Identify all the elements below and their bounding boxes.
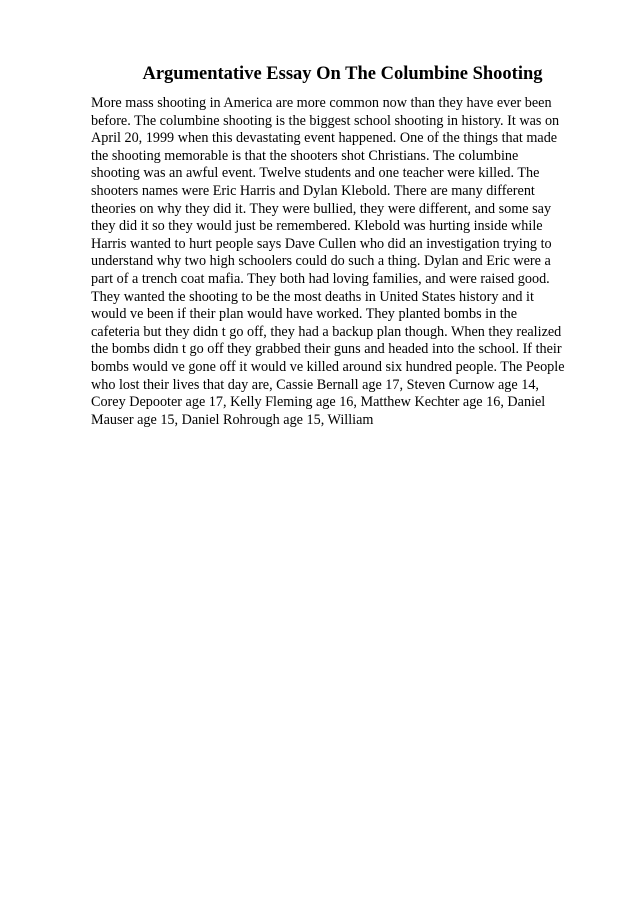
essay-title: Argumentative Essay On The Columbine Shooting bbox=[142, 64, 543, 84]
essay-line: would ve been if their plan would have worked. They planted bombs in the bbox=[91, 306, 518, 323]
essay-line: before. The columbine shooting is the biggest school shooting in history. It was on bbox=[91, 112, 560, 129]
essay-line: shooting was an awful event. Twelve students and one teacher were killed. The bbox=[91, 165, 540, 182]
essay-line: April 20, 1999 when this devastating event happened. One of the things that made bbox=[91, 130, 558, 147]
essay-line: Harris wanted to hurt people says Dave Cullen who did an investigation trying to bbox=[91, 235, 552, 252]
essay-line: they did it so they would just be remembered. Klebold was hurting inside while bbox=[91, 218, 543, 235]
essay-body bbox=[91, 95, 591, 429]
essay-line: Corey Depooter age 17, Kelly Fleming age 16, Matthew Kechter age 16, Daniel bbox=[91, 394, 546, 411]
essay-line: cafeteria but they didn t go off, they had a backup plan though. When they realized bbox=[91, 323, 562, 340]
essay-line: shooters names were Eric Harris and Dylan Klebold. There are many different bbox=[91, 182, 535, 199]
essay-line: part of a trench coat mafia. They both had loving families, and were raised good. bbox=[91, 270, 550, 287]
essay-line: understand why two high schoolers could do such a thing. Dylan and Eric were a bbox=[91, 253, 551, 270]
essay-line: bombs would ve gone off it would ve killed around six hundred people. The People bbox=[91, 358, 565, 375]
essay-line: who lost their lives that day are, Cassie Bernall age 17, Steven Curnow age 14, bbox=[91, 376, 539, 393]
essay-line: theories on why they did it. They were bullied, they were different, and some say bbox=[91, 200, 552, 217]
essay-line: Mauser age 15, Daniel Rohrough age 15, William bbox=[91, 411, 374, 428]
essay-line: the shooting memorable is that the shooters shot Christians. The columbine bbox=[91, 147, 519, 164]
essay-line: They wanted the shooting to be the most deaths in United States history and it bbox=[91, 288, 534, 305]
essay-line: More mass shooting in America are more common now than they have ever been bbox=[91, 95, 552, 111]
essay-line: the bombs didn t go off they grabbed their guns and headed into the school. If their bbox=[91, 341, 562, 358]
